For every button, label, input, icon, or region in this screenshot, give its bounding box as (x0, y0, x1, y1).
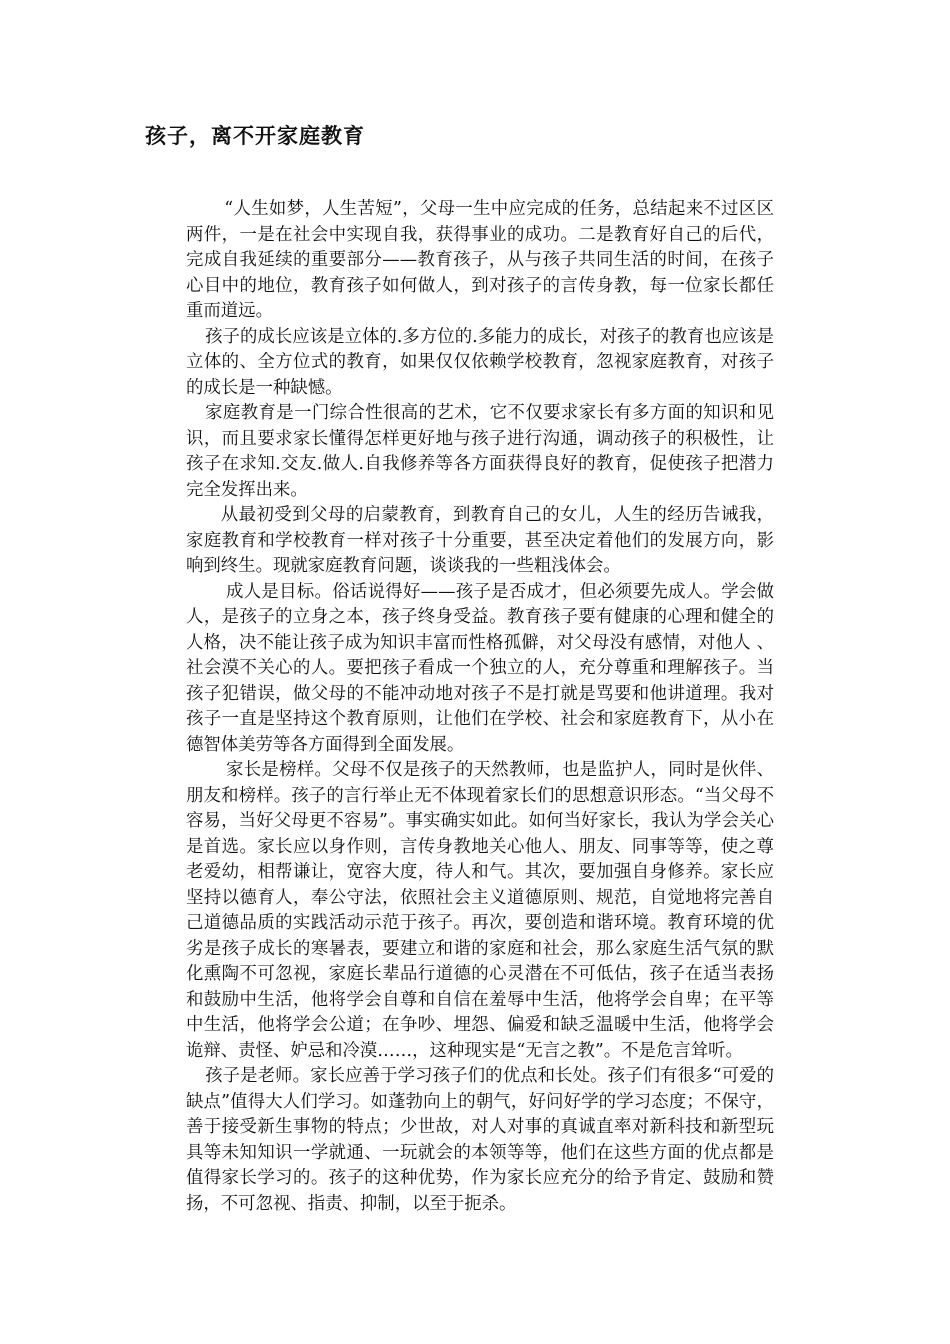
document-title: 孩子，离不开家庭教育 (145, 124, 365, 148)
paragraph-family-education-art: 家庭教育是一门综合性很高的艺术，它不仅要求家长有多方面的知识和见识，而且要求家长懂得怎样更好地与孩子进行沟通，调动孩子的积极性，让孩子在求知.交友.做人.自我修养等各方面获得良好的教育，促使孩子把潜力完全发挥出来。 (186, 403, 774, 500)
paragraph-experience: 从最初受到父母的启蒙教育，到教育自己的女儿，人生的经历告诫我，家庭教育和学校教育一样对孩子十分重要，甚至决定着他们的发展方向，影响到终生。现就家庭教育问题，谈谈我的一些粗浅体会。 (186, 505, 774, 576)
paragraph-children-teachers: 孩子是老师。家长应善于学习孩子们的优点和长处。孩子们有很多“可爱的缺点”值得大人们学习。如蓬勃向上的朝气，好问好学的学习态度；不保守，善于接受新生事物的特点；少世故，对人对事的真诚直率对新科技和新型玩具等未知知识一学就通、一玩就会的本领等等，他们在这些方面的优点都是值得家长学习的。孩子的这种优势，作为家长应充分的给予肯定、鼓励和赞扬，不可忽视、指责、抑制，以至于扼杀。 (186, 1066, 774, 1214)
paragraph-growth: 孩子的成长应该是立体的.多方位的.多能力的成长，对孩子的教育也应该是立体的、全方位式的教育，如果仅仅依赖学校教育，忽视家庭教育，对孩子的成长是一种缺憾。 (186, 326, 774, 398)
paragraph-intro: “人生如梦，人生苦短”，父母一生中应完成的任务，总结起来不过区区两件，一是在社会中实现自我，获得事业的成功。二是教育好自己的后代，完成自我延续的重要部分——教育孩子，从与孩子共同生活的时间，在孩子心目中的地位，教育孩子如何做人，到对孩子的言传身教，每一位家长都任重而道远。 (186, 199, 774, 321)
document-body (186, 197, 774, 1217)
paragraph-parents-role-model: 家长是榜样。父母不仅是孩子的天然教师，也是监护人，同时是伙伴、朋友和榜样。孩子的言行举止无不体现着家长们的思想意识形态。“当父母不容易，当好父母更不容易”。事实确实如此。如何当好家长，我认为学会关心是首选。家长应以身作则，言传身教地关心他人、朋友、同事等等，使之尊老爱幼，相帮谦让，宽容大度，待人和气。其次，要加强自身修养。家长应坚持以德育人，奉公守法，依照社会主义道德原则、规范，自觉地将完善自己道德品质的实践活动示范于孩子。再次，要创造和谐环境。教育环境的优劣是孩子成长的寒暑表，要建立和谐的家庭和社会，那么家庭生活气氛的默化熏陶不可忽视，家庭长辈品行道德的心灵潜在不可低估，孩子在适当表扬和鼓励中生活，他将学会自尊和自信在羞辱中生活，他将学会自卑；在平等中生活，他将学会公道；在争吵、埋怨、偏爱和缺乏温暖中生活，他将学会诡辩、责怪、妒忌和冷漠……，这种现实是“无言之教”。不是危言耸听。 (186, 760, 774, 1061)
paragraph-becoming-person: 成人是目标。俗话说得好——孩子是否成才，但必须要先成人。学会做人，是孩子的立身之本，孩子终身受益。教育孩子要有健康的心理和健全的人格，决不能让孩子成为知识丰富而性格孤僻，对父母没有感情，对他人 、社会漠不关心的人。要把孩子看成一个独立的人，充分尊重和理解孩子。当孩子犯错误，做父母的不能冲动地对孩子不是打就是骂要和他讲道理。我对孩子一直是坚持这个教育原则，让他们在学校、社会和家庭教育下，从小在德智体美劳等各方面得到全面发展。 (186, 581, 774, 755)
